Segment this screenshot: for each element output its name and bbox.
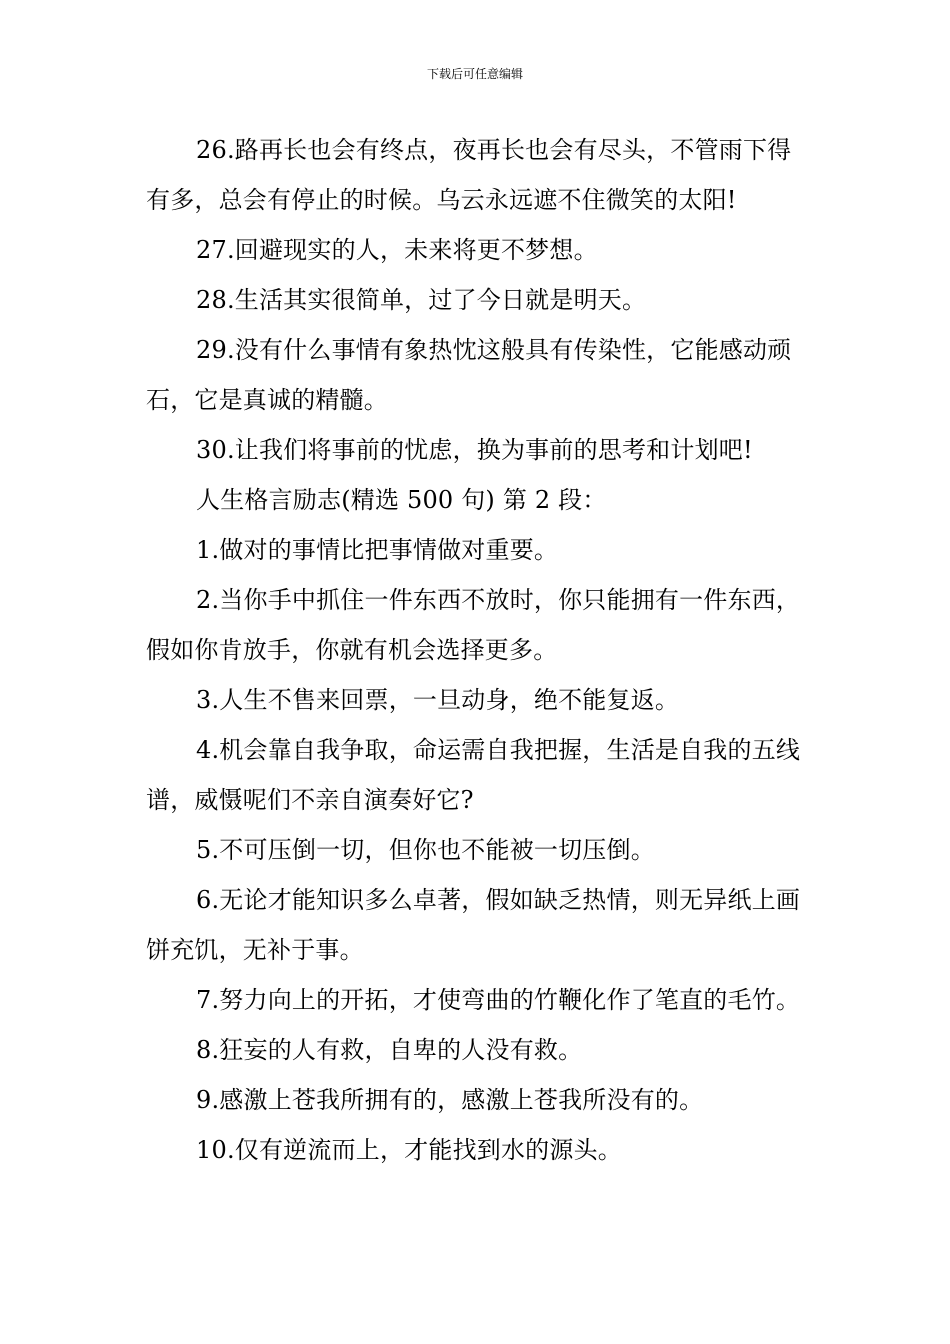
page-header: 下载后可任意编辑: [426, 67, 523, 81]
section-heading: 人生格言励志(精选 500 句) 第 2 段：: [196, 486, 607, 514]
paragraph: 4.机会靠自我争取，命运需自我把握，生活是自我的五线谱，威慑呢们不亲自演奏好它?: [146, 736, 801, 814]
document-body: [146, 125, 808, 1175]
paragraph: 29.没有什么事情有象热忱这般具有传染性，它能感动顽石，它是真诚的精髓。: [146, 336, 792, 414]
paragraph: 1.做对的事情比把事情做对重要。: [196, 536, 559, 564]
paragraph: 28.生活其实很简单，过了今日就是明天。: [196, 286, 647, 314]
paragraph: 8.狂妄的人有救，自卑的人没有救。: [196, 1036, 583, 1064]
paragraph: 7.努力向上的开拓，才使弯曲的竹鞭化作了笔直的毛竹。: [196, 986, 801, 1014]
paragraph: 2.当你手中抓住一件东西不放时，你只能拥有一件东西，假如你肯放手，你就有机会选择更多。: [146, 586, 801, 664]
paragraph: 10.仅有逆流而上，才能找到水的源头。: [196, 1136, 622, 1164]
paragraph: 5.不可压倒一切，但你也不能被一切压倒。: [196, 836, 655, 864]
paragraph: 27.回避现实的人，未来将更不梦想。: [196, 236, 598, 264]
paragraph: 6.无论才能知识多么卓著，假如缺乏热情，则无异纸上画饼充饥，无补于事。: [146, 886, 801, 964]
paragraph: 9.感激上苍我所拥有的，感激上苍我所没有的。: [196, 1086, 704, 1114]
paragraph: 3.人生不售来回票，一旦动身，绝不能复返。: [196, 686, 680, 714]
paragraph: 26.路再长也会有终点，夜再长也会有尽头，不管雨下得有多，总会有停止的时候。乌云永远遮不住微笑的太阳!: [146, 136, 792, 214]
paragraph: 30.让我们将事前的忧虑，换为事前的思考和计划吧!: [196, 436, 753, 464]
